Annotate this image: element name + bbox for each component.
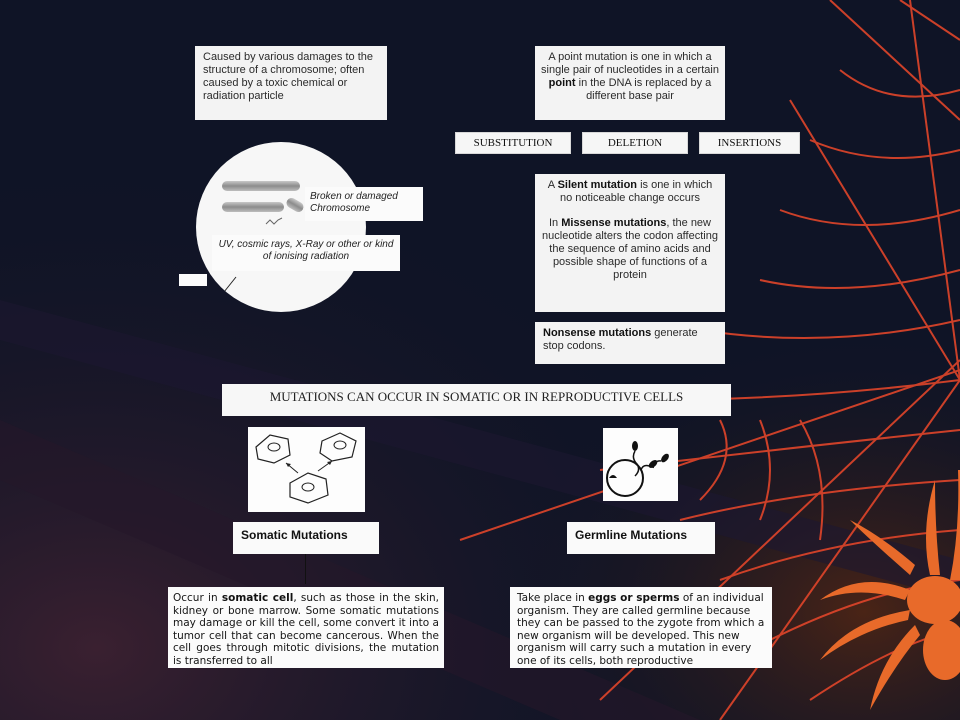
cells-icon (248, 427, 365, 512)
radiation-label: UV, cosmic rays, X-Ray or other or kind of ionising radiation (212, 235, 400, 271)
germline-mutations-description: Take place in eggs or sperms of an individual organism. They are called germline because they can be passed to the zygote from which a new organism will be developed. This new organism will carry such a mutation in every one of its cells, both reproductive (510, 587, 772, 668)
chromosome-circle (196, 142, 366, 312)
silent-mutation-text: A Silent mutation is one in which no noticeable change occurs (547, 179, 713, 204)
nonsense-mutation-description: Nonsense mutations generate stop codons. (535, 322, 725, 364)
main-title: MUTATIONS CAN OCCUR IN SOMATIC OR IN REPRODUCTIVE CELLS (222, 384, 731, 416)
germline-mutations-label: Germline Mutations (567, 522, 715, 554)
germline-image (603, 428, 678, 501)
chromosome-desc-text: Caused by various damages to the structure of a chromosome; often caused by a toxic chemical or radiation particle (203, 51, 373, 102)
broken-chromosome-label: Broken or damaged Chromosome (305, 187, 423, 221)
chromosome-mutation-description (195, 46, 387, 120)
substitution-label: SUBSTITUTION (455, 132, 571, 154)
chromosome-icon (196, 142, 366, 312)
insertions-label: INSERTIONS (699, 132, 800, 154)
deletion-label: DELETION (582, 132, 688, 154)
somatic-mutations-label: Somatic Mutations (233, 522, 379, 554)
sperm-egg-icon (603, 428, 678, 501)
somatic-arrow (305, 554, 306, 584)
silent-missense-description (535, 174, 725, 312)
missense-mutation-text: In Missense mutations, the new nucleotide alters the codon affecting the sequence of amino acids and possible shape of functions of a protein (542, 217, 718, 281)
small-white-bar (179, 274, 207, 286)
somatic-mutations-description: Occur in somatic cell, such as those in the skin, kidney or bone marrow. Some somatic mutations may damage or kill the cell, some convert it into a tumor cell that can become cancerous. When the cell goes through mitotic divisions, the mutation is transferred to all (168, 587, 444, 668)
point-mutation-description: A point mutation is one in which a single pair of nucleotides in a certain point in the DNA is replaced by a different base pair (535, 46, 725, 120)
somatic-cells-image (248, 427, 365, 512)
